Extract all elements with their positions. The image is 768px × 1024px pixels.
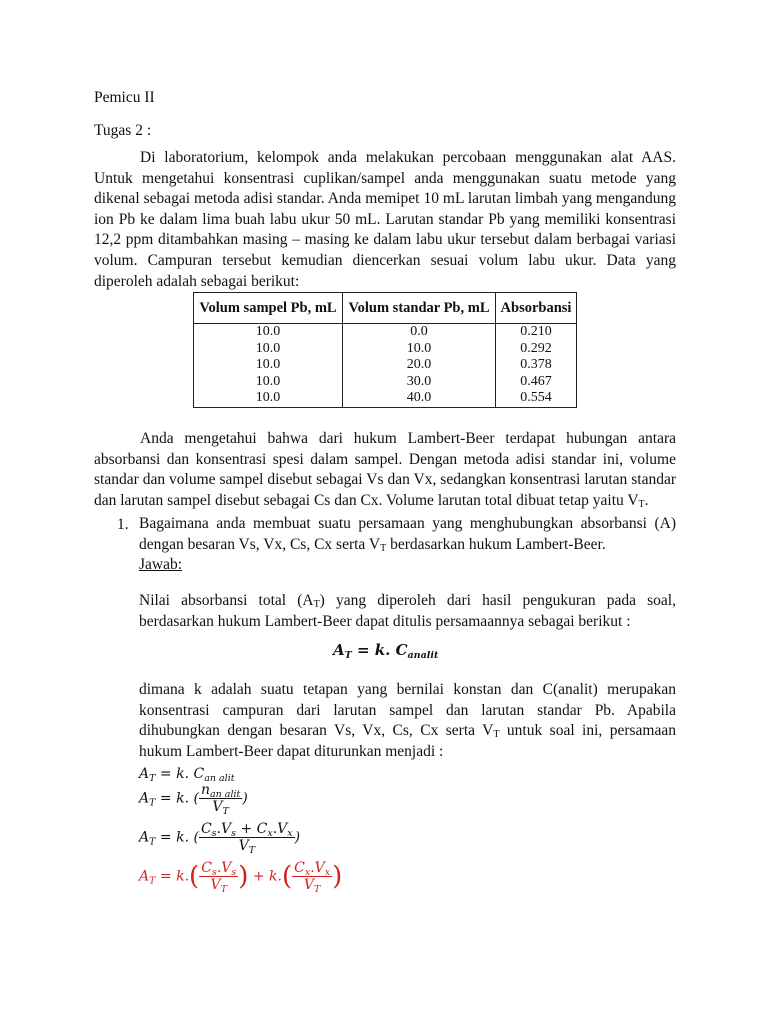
eq-term: .V bbox=[216, 821, 232, 837]
eq-term: V bbox=[210, 877, 221, 893]
subscript: T bbox=[313, 599, 320, 610]
subscript: T bbox=[638, 498, 645, 510]
col-header-sample-volume: Volum sampel Pb, mL bbox=[194, 293, 343, 324]
table-cell: 0.210 bbox=[496, 324, 577, 341]
answer-paragraph-2 bbox=[139, 680, 676, 762]
eq-term: = k. ( bbox=[155, 790, 199, 807]
table-cell: 20.0 bbox=[343, 357, 496, 374]
eq-subscript: T bbox=[314, 884, 321, 895]
subscript: T bbox=[380, 542, 387, 554]
table-cell: 0.0 bbox=[343, 324, 496, 341]
table-row bbox=[194, 374, 577, 391]
derivation-equation-3 bbox=[139, 821, 300, 854]
eq-term: = k. bbox=[155, 868, 190, 885]
table-row bbox=[194, 357, 577, 374]
eq-term: A bbox=[139, 766, 150, 782]
eq-term: V bbox=[238, 838, 249, 854]
eq-subscript: analit bbox=[407, 650, 439, 661]
eq-term: n bbox=[200, 782, 210, 798]
answer-text-a: dimana k adalah suatu tetapan yang bernilai konstan dan C(analit) merupakan konsentrasi campuran dari larutan sampel dan larutan standar Pb. Apabila dihubungkan dengan besaran Vs, Vx, Cs, Cx serta V bbox=[139, 681, 676, 740]
eq-term: .V bbox=[272, 821, 288, 837]
answer-text-a: Nilai absorbansi total (A bbox=[139, 592, 314, 609]
fraction bbox=[199, 782, 242, 815]
subscript: T bbox=[493, 729, 500, 741]
eq-term: + C bbox=[236, 821, 268, 837]
eq-subscript: x bbox=[267, 828, 273, 839]
table-row bbox=[194, 324, 577, 341]
fraction bbox=[292, 860, 332, 893]
table-cell: 10.0 bbox=[194, 357, 343, 374]
table-cell: 10.0 bbox=[343, 341, 496, 358]
eq-subscript: T bbox=[220, 884, 227, 895]
derivation-equation-2 bbox=[139, 782, 248, 815]
eq-subscript: x bbox=[324, 867, 331, 878]
eq-term: .V bbox=[216, 860, 232, 876]
eq-subscript: s bbox=[231, 867, 237, 878]
derivation-equation-4 bbox=[139, 860, 342, 893]
task-label: Tugas 2 : bbox=[94, 122, 152, 139]
intro-paragraph: Di laboratorium, kelompok anda melakukan percobaan menggunakan alat AAS. Untuk mengetahui konsentrasi cuplikan/sampel anda menggunakan suatu metode yang dikenal sebagai metoda adisi standar. Anda memipet 10 mL larutan limbah yang mengandung ion Pb ke dalam lima buah labu ukur 50 mL. Larutan standar Pb yang memiliki konsentrasi 12,2 ppm ditambahkan masing – masing ke dalam labu ukur tersebut dalam berbagai variasi volum. Campuran tersebut kemudian diencerkan sesuai volum labu ukur. Data yang diperoleh adalah sebagai berikut: bbox=[94, 149, 676, 290]
table-cell: 10.0 bbox=[194, 390, 343, 407]
table-cell: 10.0 bbox=[194, 341, 343, 358]
table-cell: 0.467 bbox=[496, 374, 577, 391]
table-cell: 0.292 bbox=[496, 341, 577, 358]
eq-term: = k. ( bbox=[155, 829, 199, 846]
answer-paragraph-1 bbox=[139, 591, 676, 632]
document-title: Pemicu II bbox=[94, 89, 155, 106]
eq-term: V bbox=[212, 799, 223, 815]
eq-subscript: s bbox=[211, 867, 217, 878]
paragraph-text: Anda mengetahui bahwa dari hukum Lambert-Beer terdapat hubungan antara absorbansi dan konsentrasi spesi dalam sampel. Dengan metoda adisi standar ini, volume standar dan volume sampel disebut sebagai Vs dan Vx, sedangkan konsentrasi larutan standar dan larutan sampel disebut sebagai Cs dan Cx. Volume larutan total dibuat tetap yaitu V bbox=[94, 430, 676, 509]
eq-subscript: T bbox=[149, 773, 156, 784]
eq-subscript: T bbox=[149, 797, 156, 809]
eq-term: = k. C bbox=[155, 766, 205, 782]
fraction bbox=[199, 860, 238, 893]
eq-subscript: an alit bbox=[209, 789, 241, 800]
eq-subscript: x bbox=[304, 867, 311, 878]
col-header-standard-volume: Volum standar Pb, mL bbox=[343, 293, 496, 324]
derivation-equation-1 bbox=[139, 766, 235, 782]
answer-label: Jawab: bbox=[139, 556, 183, 573]
paren-open: ( bbox=[189, 861, 200, 892]
table-cell: 40.0 bbox=[343, 390, 496, 407]
eq-term: V bbox=[303, 877, 315, 893]
eq-subscript: T bbox=[248, 845, 256, 856]
eq-subscript: T bbox=[149, 836, 156, 848]
table-cell: 10.0 bbox=[194, 374, 343, 391]
table-row bbox=[194, 341, 577, 358]
col-header-absorbance: Absorbansi bbox=[496, 293, 577, 324]
eq-term: + k. bbox=[248, 868, 282, 885]
eq-term: ) bbox=[294, 829, 301, 846]
table-cell: 0.378 bbox=[496, 357, 577, 374]
main-equation bbox=[333, 641, 438, 659]
answer-text-b: untuk soal ini, persamaan hukum Lambert-Beer dapat diturunkan menjadi : bbox=[139, 722, 676, 760]
paren-close: ) bbox=[332, 861, 343, 892]
question-number: 1. bbox=[117, 516, 129, 533]
table-row bbox=[194, 390, 577, 407]
table-cell: 30.0 bbox=[343, 374, 496, 391]
eq-term: ) bbox=[242, 790, 248, 807]
answer-text-b: ) yang diperoleh dari hasil pengukuran pada soal, berdasarkan hukum Lambert-Beer dapat ditulis persamaannya sebagai berikut : bbox=[139, 592, 676, 630]
table-cell: 0.554 bbox=[496, 390, 577, 407]
eq-subscript: s bbox=[211, 828, 217, 839]
data-table bbox=[193, 292, 577, 408]
paragraph-end: . bbox=[644, 491, 649, 509]
eq-subscript: x bbox=[287, 828, 293, 839]
eq-subscript: an alit bbox=[204, 773, 235, 784]
eq-term: A bbox=[139, 868, 150, 885]
paren-open: ( bbox=[282, 861, 293, 892]
fraction bbox=[199, 821, 295, 854]
eq-term: .V bbox=[310, 860, 325, 876]
table-header-row bbox=[194, 293, 577, 324]
eq-subscript: T bbox=[344, 650, 352, 661]
paren-close: ) bbox=[238, 861, 249, 892]
lambert-beer-paragraph bbox=[94, 429, 676, 511]
eq-term: C bbox=[201, 860, 212, 876]
eq-subscript: T bbox=[222, 806, 229, 817]
question-text-a: Bagaimana anda membuat suatu persamaan yang menghubungkan absorbansi (A) dengan besaran Vs, Vx, Cs, Cx serta V bbox=[139, 515, 676, 553]
eq-subscript: s bbox=[231, 828, 237, 839]
table-cell: 10.0 bbox=[194, 324, 343, 341]
eq-term: C bbox=[200, 821, 212, 837]
eq-term: A bbox=[333, 641, 345, 659]
eq-subscript: T bbox=[149, 875, 156, 887]
question-text bbox=[139, 514, 676, 555]
eq-term: A bbox=[139, 829, 150, 846]
eq-term: A bbox=[139, 790, 150, 807]
eq-term: C bbox=[294, 860, 305, 876]
question-text-b: berdasarkan hukum Lambert-Beer. bbox=[386, 535, 606, 553]
eq-term: = k. C bbox=[351, 641, 408, 659]
